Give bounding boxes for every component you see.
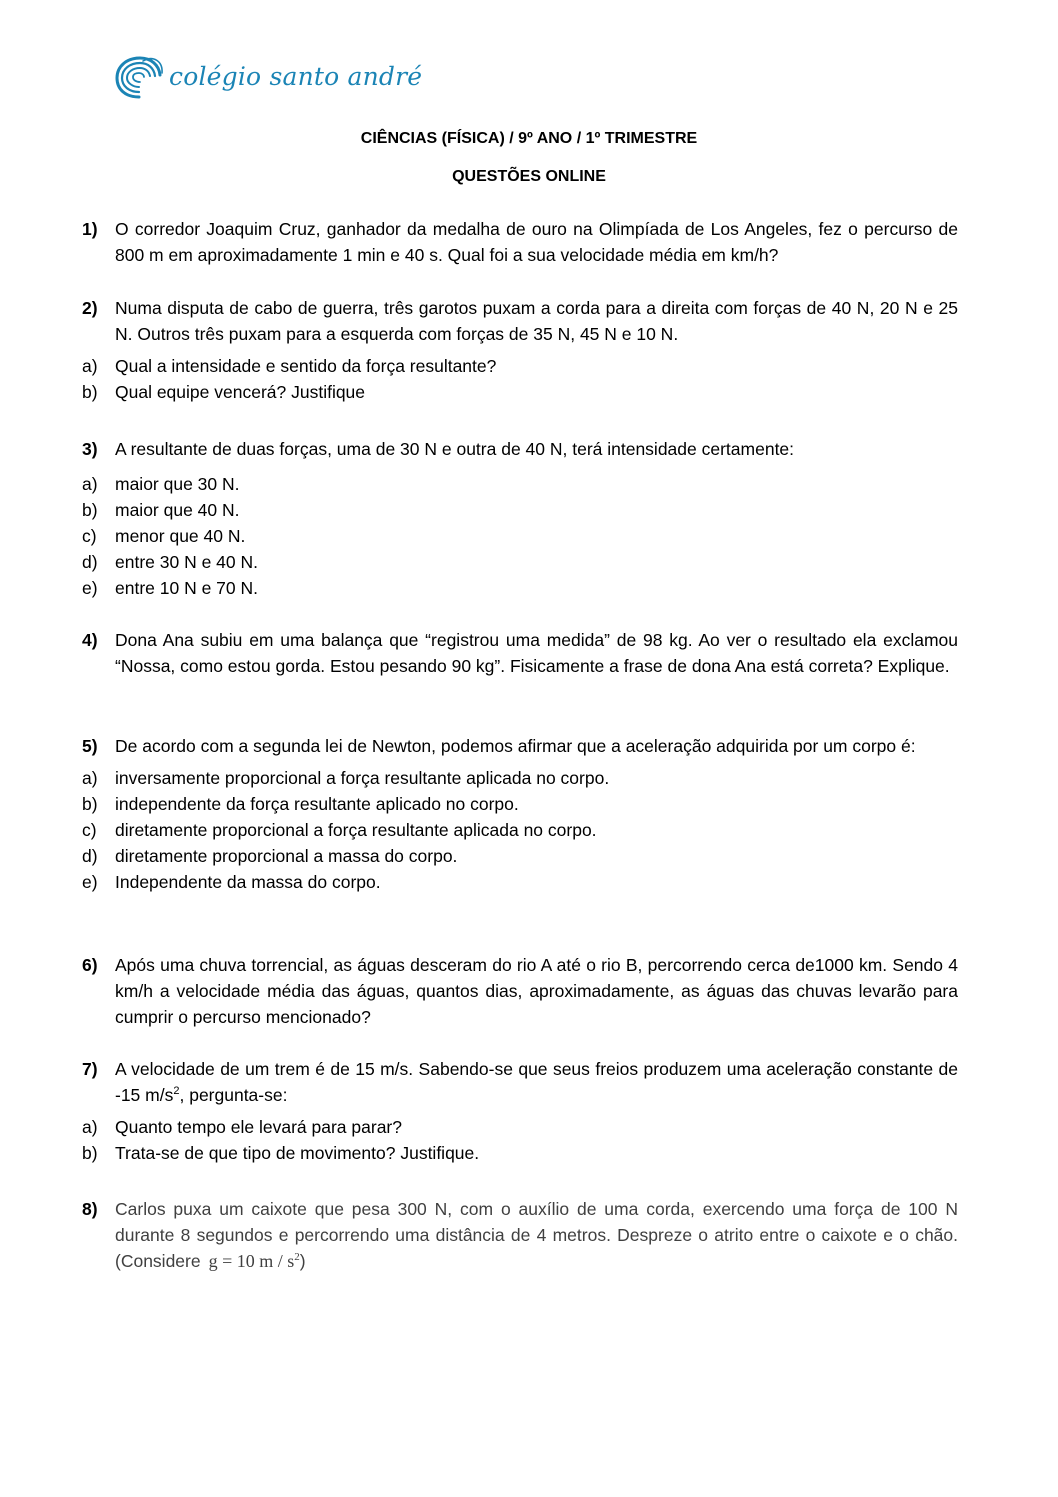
- option-item: [82, 549, 958, 575]
- option-text: Independente da massa do corpo.: [115, 872, 381, 892]
- question-number: 4): [82, 630, 98, 650]
- question-text: A velocidade de um trem é de 15 m/s. Sabendo-se que seus freios produzem uma aceleração constante de -15 $m/s^2$, pergunta-se:: [115, 1059, 958, 1105]
- question-3: [82, 436, 958, 601]
- option-text: maior que 30 N.: [115, 474, 240, 494]
- option-text: diretamente proporcional a força resultante aplicada no corpo.: [115, 820, 597, 840]
- question-number: 7): [82, 1059, 98, 1079]
- question-text: Numa disputa de cabo de guerra, três garotos puxam a corda para a direita com forças de 40 N, 20 N e 25 N. Outros três puxam para a esquerda com forças de 35 N, 45 N e 10 N.: [115, 298, 958, 344]
- option-letter: a): [82, 1117, 98, 1137]
- page-subtitle: QUESTÕES ONLINE: [452, 168, 606, 185]
- option-letter: b): [82, 382, 98, 402]
- question-4: [82, 627, 958, 679]
- option-text: Qual equipe vencerá? Justifique: [115, 382, 366, 402]
- option-letter: e): [82, 872, 98, 892]
- question-7: [82, 1056, 958, 1166]
- option-letter: c): [82, 526, 97, 546]
- option-letter: b): [82, 1143, 98, 1163]
- option-item: [82, 1114, 958, 1140]
- gravity-formula: g = 10 m / $s^2$: [208, 1251, 300, 1271]
- question-number: 3): [82, 439, 98, 459]
- option-item: [82, 353, 958, 379]
- option-item: [82, 523, 958, 549]
- question-8: [82, 1196, 958, 1274]
- option-item: [82, 817, 958, 843]
- question-6: [82, 952, 958, 1030]
- option-letter: c): [82, 820, 97, 840]
- option-text: independente da força resultante aplicado no corpo.: [115, 794, 519, 814]
- option-text: diretamente proporcional a massa do corpo.: [115, 846, 458, 866]
- option-letter: a): [82, 768, 98, 788]
- question-number: 8): [82, 1199, 98, 1219]
- option-text: entre 10 N e 70 N.: [115, 578, 258, 598]
- option-text: entre 30 N e 40 N.: [115, 552, 258, 572]
- option-text: Trata-se de que tipo de movimento? Justifique.: [115, 1143, 480, 1163]
- option-text: Quanto tempo ele levará para parar?: [115, 1117, 402, 1137]
- school-logo: [113, 52, 422, 104]
- question-text: A resultante de duas forças, uma de 30 N e outra de 40 N, terá intensidade certamente:: [115, 439, 795, 459]
- option-item: [82, 791, 958, 817]
- option-letter: a): [82, 474, 98, 494]
- option-text: menor que 40 N.: [115, 526, 246, 546]
- option-item: [82, 497, 958, 523]
- question-text: O corredor Joaquim Cruz, ganhador da medalha de ouro na Olimpíada de Los Angeles, fez o percurso de 800 m em aproximadamente 1 min e 40 s. Qual foi a sua velocidade média em km/h?: [115, 219, 958, 265]
- option-letter: d): [82, 846, 98, 866]
- option-item: [82, 379, 958, 405]
- question-5: [82, 733, 958, 895]
- option-item: [82, 765, 958, 791]
- option-item: [82, 575, 958, 601]
- question-number: 2): [82, 298, 98, 318]
- option-letter: e): [82, 578, 98, 598]
- question-number: 6): [82, 955, 98, 975]
- option-text: Qual a intensidade e sentido da força resultante?: [115, 356, 497, 376]
- page-title: CIÊNCIAS (FÍSICA) / 9º ANO / 1º TRIMESTRE: [360, 130, 698, 147]
- option-text: maior que 40 N.: [115, 500, 240, 520]
- school-name: colégio santo andré: [169, 61, 423, 91]
- question-number: 5): [82, 736, 98, 756]
- option-item: [82, 1140, 958, 1166]
- option-text: inversamente proporcional a força resultante aplicada no corpo.: [115, 768, 610, 788]
- option-letter: a): [82, 356, 98, 376]
- question-text: Dona Ana subiu em uma balança que “registrou uma medida” de 98 kg. Ao ver o resultado ela exclamou “Nossa, como estou gorda. Estou pesando 90 kg”. Fisicamente a frase de dona Ana está correta? Explique.: [115, 630, 958, 676]
- option-item: [82, 471, 958, 497]
- question-text: Após uma chuva torrencial, as águas desceram do rio A até o rio B, percorrendo cerca de1000 km. Sendo 4 km/h a velocidade média das águas, quantos dias, aproximadamente, as águas das chuvas levarão para cumprir o percurso mencionado?: [115, 955, 958, 1027]
- question-text: De acordo com a segunda lei de Newton, podemos afirmar que a aceleração adquirida por um corpo é:: [115, 736, 916, 756]
- option-item: [82, 843, 958, 869]
- question-2: [82, 295, 958, 405]
- question-text: Carlos puxa um caixote que pesa 300 N, com o auxílio de uma corda, exercendo uma força de 100 N durante 8 segundos e percorrendo uma distância de 4 metros. Despreze o atrito entre o caixote e o chão. (Considere g = 10 m / $s^2$): [115, 1199, 958, 1271]
- question-number: 1): [82, 219, 98, 239]
- option-letter: b): [82, 794, 98, 814]
- question-1: [82, 216, 958, 268]
- swirl-icon: [113, 53, 165, 103]
- option-letter: b): [82, 500, 98, 520]
- option-letter: d): [82, 552, 98, 572]
- option-item: [82, 869, 958, 895]
